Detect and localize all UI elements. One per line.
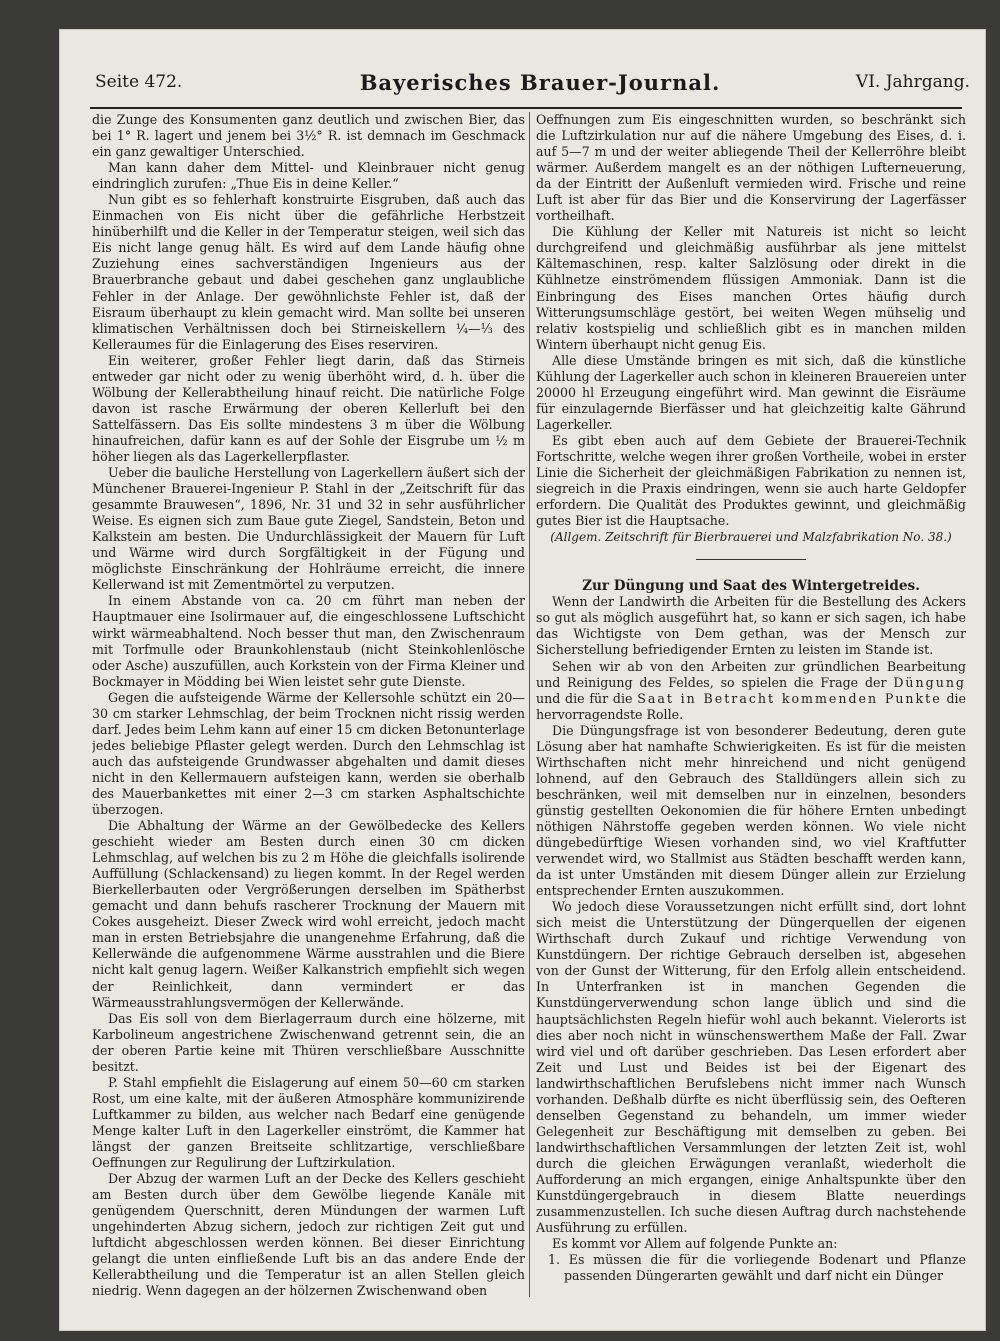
emphasis-text: Saat in Betracht kommenden Punkte bbox=[637, 690, 942, 706]
paragraph: Es gibt eben auch auf dem Gebiete der Brauerei-Technik Fortschritte, welche wegen ihrer großen Vortheile, wobei in erster Linie die Sicherheit der gleichmäßigen Fabrikation zu nennen ist, siegreich in die Praxis eindringen, wenn sie auch harte Geldopfer erfordern. Die Qualität des Produktes gewinnt, und gleichmäßig gutes Bier ist die Hauptsache. bbox=[536, 432, 966, 529]
header-rule bbox=[90, 107, 962, 109]
section-separator bbox=[696, 559, 806, 560]
column-divider bbox=[529, 112, 530, 1297]
emphasis-text: Düngung bbox=[893, 674, 966, 690]
paragraph bbox=[536, 659, 966, 723]
paragraph: P. Stahl empfiehlt die Eislagerung auf einem 50—60 cm starken Rost, um eine kalte, mit der äußeren Atmosphäre kommunizirende Luftkammer zu bilden, aus welcher nach Bedarf eine genügende Menge kalter Luft in den Lagerkeller einströmt, die Kammer hat längst der ganzen Breitseite schlitzartige, verschließbare Oeffnungen zur Regulirung der Luftzirkulation. bbox=[92, 1074, 525, 1171]
paragraph: Ein weiterer, großer Fehler liegt darin, daß das Stirneis entweder gar nicht oder zu wenig überhöht wird, d. h. über die Wölbung der Kellerabtheilung hinauf reicht. Die natürliche Folge davon ist rasche Erwärmung der oberen Kellerluft bei den Sattelfässern. Das Eis sollte mindestens 3 m über die Wölbung hinaufreichen, dafür kann es auf der Sohle der Eisgrube um ½ m höher liegen als das Lagerkellerpflaster. bbox=[92, 352, 525, 464]
paragraph: Oeffnungen zum Eis eingeschnitten wurden, so beschränkt sich die Luftzirkulation nur auf die nähere Umgebung des Eises, d. i. auf 5—7 m und der weiter abliegende Theil der Kellerröhre bleibt wärmer. Außerdem mangelt es an der nöthigen Lufterneuerung, da der Eintritt der Außenluft vermieden wird. Frische und reine Luft ist aber für das Bier und die Konservirung der Lagerfässer vortheilhaft. bbox=[536, 112, 966, 224]
volume-label: VI. Jahrgang. bbox=[855, 72, 970, 92]
paragraph: Das Eis soll von dem Bierlagerraum durch eine hölzerne, mit Karbolineum angestrichene Zwischenwand getrennt sein, die an der oberen Partie keine mit Thüren verschließbare Ausschnitte besitzt. bbox=[92, 1010, 525, 1074]
text-run: die hervorragendste Rolle. bbox=[536, 690, 966, 722]
paragraph: Man kann daher dem Mittel- und Kleinbrauer nicht genug eindringlich zurufen: „Thue Eis in deine Keller.“ bbox=[92, 160, 525, 192]
journal-title: Bayerisches Brauer-Journal. bbox=[359, 70, 721, 95]
paragraph: Wo jedoch diese Voraussetzungen nicht erfüllt sind, dort lohnt sich meist die Unterstützung der Düngerquellen der eigenen Wirthschaft durch Zukauf und richtige Verwendung von Kunstdüngern. Der richtige Gebrauch derselben ist, abgesehen von der Gunst der Witterung, für den Erfolg allein entscheidend. In Unterfranken ist in manchen Gegenden die Kunstdüngerverwendung schon lange üblich und sind die hauptsächlichsten Regeln hiefür wohl auch bekannt. Vielerorts ist dies aber noch nicht in wünschenswerthem Maße der Fall. Zwar wird viel und oft darüber geschrieben. Das Lesen erfordert aber Zeit und Lust und Beides ist bei der Eigenart des landwirthschaftlichen Berufslebens nicht immer nach Wunsch vorhanden. Deßhalb dürfte es nicht überflüssig sein, des Oefteren denselben Gegenstand zu behandeln, um immer wieder Gelegenheit zur Beschäftigung mit demselben zu geben. Bei landwirthschaftlichen Versammlungen der letzten Zeit ist, wohl durch die gleichen Erwägungen veranlaßt, wiederholt die Aufforderung an mich ergangen, einige Anhaltspunkte über den Kunstdüngergebrauch in diesem Blatte neuerdings zusammenzustellen. Ich suche diesen Auftrag durch nachstehende Ausführung zu erfüllen. bbox=[536, 899, 966, 1236]
list-item: 1. Es müssen die für die vorliegende Bodenart und Pflanze passenden Düngerarten gewählt und darf nicht ein Dünger bbox=[548, 1252, 966, 1284]
paragraph: Nun gibt es so fehlerhaft konstruirte Eisgruben, daß auch das Einmachen von Eis nicht über die gefährliche Herbstzeit hinüberhilft und die Keller in der Temperatur steigen, weil sich das Eis nicht lange genug hält. Es wird auf dem Lande häufig ohne Zuziehung eines sachverständigen Ingenieurs aus der Brauerbranche gebaut und dabei geschehen ganz unglaubliche Fehler in der Anlage. Der gewöhnlichste Fehler ist, daß der Eisraum überhaupt zu klein gemacht wird. Man sollte bei unseren klimatischen Verhältnissen doch bei Stirneiskellern ¼—⅓ des Kelleraumes für die Einlagerung des Eises reserviren. bbox=[92, 192, 525, 352]
paragraph: Gegen die aufsteigende Wärme der Kellersohle schützt ein 20—30 cm starker Lehmschlag, der beim Trocknen nicht rissig werden darf. Jedes beim Lehm kann auf einer 15 cm dicken Betonunterlage jedes beliebige Pflaster gelegt werden. Durch den Lehmschlag ist auch das aufsteigende Grundwasser abgehalten und damit dieses nicht in den Kellermauern aufsteigen kann, werden sie oberhalb des Mauerbankettes mit einer 2—3 cm starken Asphaltschichte überzogen. bbox=[92, 689, 525, 818]
paragraph: Die Abhaltung der Wärme an der Gewölbedecke des Kellers geschieht wieder am Besten durch einen 30 cm dicken Lehmschlag, auf welchen bis zu 2 m Höhe die gleichfalls isolirende Auffüllung (Schlackensand) zu liegen kommt. In der Regel werden Bierkellerbauten oder Vergrößerungen derselben im Spätherbst gemacht und dann behufs rascherer Trocknung der Mauern mit Cokes ausgeheizt. Dieser Zweck wird wohl erreicht, jedoch macht man in ersten Betriebsjahre die unangenehme Erfahrung, daß die Kellerwände die aufgenommene Wärme ausstrahlen und die Biere nicht kalt genug lagern. Weißer Kalkanstrich empfiehlt sich wegen der Reinlichkeit, dann vermindert er das Wärmeausstrahlungsvermögen der Kellerwände. bbox=[92, 818, 525, 1010]
text-run: und die für die bbox=[536, 690, 638, 706]
paragraph: Die Kühlung der Keller mit Natureis ist nicht so leicht durchgreifend und gleichmäßig ausführbar als jene mittelst Kältemaschinen, resp. kalter Salzlösung oder direkt in die Kühlnetze einströmendem flüssigen Ammoniak. Dann ist die Einbringung des Eises manchen Ortes häufig durch Witterungsumschläge gestört, bei weiten Wegen mühselig und relativ kostspielig und schließlich gibt es in manchen milden Wintern überhaupt nicht genug Eis. bbox=[536, 224, 966, 352]
article-heading: Zur Düngung und Saat des Wintergetreides. bbox=[582, 578, 920, 595]
paragraph: Der Abzug der warmen Luft an der Decke des Kellers geschieht am Besten durch über dem Gewölbe liegende Kanäle mit genügendem Querschnitt, deren Mündungen der warmen Luft ungehinderten Abzug sichern, jedoch zur richtigen Zeit gut und luftdicht abgeschlossen werden können. Bei dieser Einrichtung gelangt die unten einfließende Luft bis an das andere Ende der Kellerabtheilung und die Temperatur ist an allen Stellen gleich niedrig. Wenn dagegen an der hölzernen Zwischenwand oben bbox=[92, 1171, 525, 1299]
page-header bbox=[95, 72, 985, 102]
newspaper-page bbox=[60, 30, 985, 1330]
paragraph: Ueber die bauliche Herstellung von Lagerkellern äußert sich der Münchener Brauerei-Ingenieur P. Stahl in der „Zeitschrift für das gesammte Brauwesen“, 1896, Nr. 31 und 32 in sehr ausführlicher Weise. Es eignen sich zum Baue gute Ziegel, Sandstein, Beton und Kalkstein am besten. Die Undurchlässigkeit der Mauern für Luft und Wärme wird durch Sorgfältigkeit in der Fügung und möglichste Einschränkung der Hohlräume erreicht, die innere Kellerwand ist mit Zementmörtel zu verputzen. bbox=[92, 465, 525, 593]
left-column bbox=[92, 112, 525, 1312]
paragraph: Wenn der Landwirth die Arbeiten für die Bestellung des Ackers so gut als möglich ausgeführt hat, so kann er sich sagen, ich habe das Wichtigste von Dem gethan, was der Mensch zur Sicherstellung befriedigender Ernten zu leisten im Stande ist. bbox=[536, 594, 966, 658]
paragraph: In einem Abstande von ca. 20 cm führt man neben der Hauptmauer eine Isolirmauer auf, die eingeschlossene Luftschicht wirkt wärmeabhaltend. Noch besser thut man, den Zwischenraum mit Torfmulle oder Braunkohlenstaub (nicht Steinkohlenlösche oder Asche) auszufüllen, auch Korkstein von der Firma Kleiner und Bockmayer in Mödding bei Wien leistet sehr gute Dienste. bbox=[92, 593, 525, 689]
right-column bbox=[536, 112, 966, 1312]
page-number: Seite 472. bbox=[95, 72, 183, 92]
source-citation: (Allgem. Zeitschrift für Bierbrauerei und Malzfabrikation No. 38.) bbox=[550, 530, 952, 545]
paragraph: Die Düngungsfrage ist von besonderer Bedeutung, deren gute Lösung aber hat namhafte Schwierigkeiten. Es ist für die meisten Wirthschaften nicht mehr hinreichend und nicht genügend lohnend, auf den Gebrauch des Stalldüngers allein sich zu beschränken, weil mit demselben nur in einzelnen, besonders günstig gestellten Oekonomien die für höhere Ernten unbedingt nöthigen Nährstoffe gegeben werden können. Wo viele nicht düngebedürftige Wiesen vorhanden sind, wo viel Kraftfutter verwendet wird, wo Stallmist aus Städten beschafft werden kann, da ist unter Umständen mit diesem Dünger allein zur Erzielung entsprechender Ernten auszukommen. bbox=[536, 722, 966, 899]
paragraph: Alle diese Umstände bringen es mit sich, daß die künstliche Kühlung der Lagerkeller auch schon in kleineren Brauereien unter 20000 hl Erzeugung eingeführt wird. Man gewinnt die Eisräume für einzulagernde Bierfässer und hat gleichzeitig kalte Gährund Lagerkeller. bbox=[536, 352, 966, 432]
paragraph: Es kommt vor Allem auf folgende Punkte an: bbox=[552, 1236, 838, 1252]
text-run: Sehen wir ab von den Arbeiten zur gründlichen Bearbeitung und Reinigung des Feldes, so spielen die Frage der bbox=[536, 658, 966, 690]
paragraph: die Zunge des Konsumenten ganz deutlich und zwischen Bier, das bei 1° R. lagert und jenem bei 3½° R. ist demnach im Geschmack ein ganz gewaltiger Unterschied. bbox=[92, 112, 525, 160]
